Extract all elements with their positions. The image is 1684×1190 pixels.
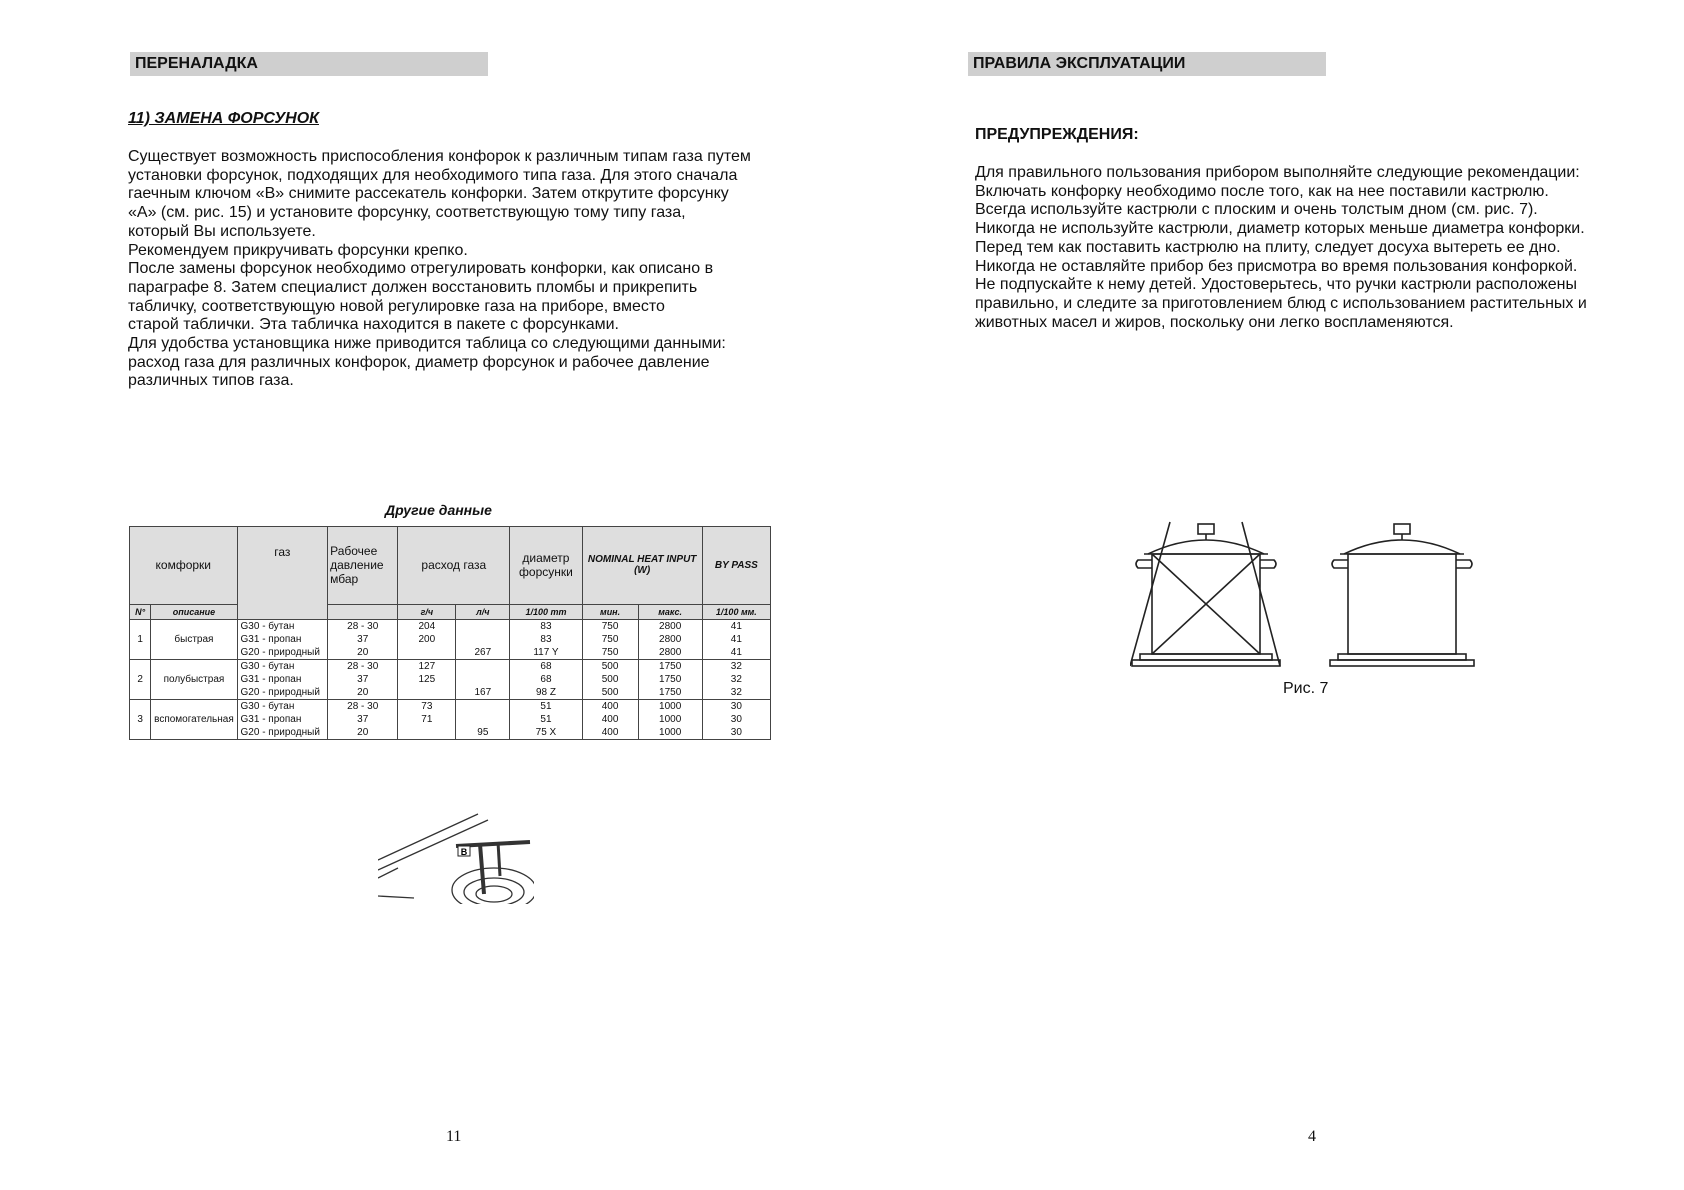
- cell-gh: 73: [398, 700, 456, 714]
- burner-wrench-illustration: [378, 812, 534, 904]
- text-line: Перед тем как поставить кастрюлю на плиту, следует досуха вытереть ее дно.: [975, 238, 1561, 256]
- cell-diameter: 83: [510, 633, 582, 646]
- header-bypass: BY PASS: [702, 527, 770, 605]
- cell-gh: 127: [398, 660, 456, 674]
- text-line: правильно, и следите за приготовлением блюд с использованием растительных и: [975, 294, 1587, 312]
- cell-lh: [456, 633, 510, 646]
- cell-pressure: 28 - 30: [328, 660, 398, 674]
- cell-lh: 267: [456, 646, 510, 660]
- text-line: расход газа для различных конфорок, диаметр форсунок и рабочее давление: [128, 353, 710, 371]
- cell-min: 500: [582, 686, 638, 700]
- text-line: параграфе 8. Затем специалист должен восстановить пломбы и прикрепить: [128, 278, 698, 296]
- cell-lh: 167: [456, 686, 510, 700]
- cell-max: 1000: [638, 700, 702, 714]
- cell-min: 750: [582, 646, 638, 660]
- cell-lh: [456, 660, 510, 674]
- subheader-num: N°: [130, 604, 151, 620]
- cell-diameter: 68: [510, 660, 582, 674]
- cell-max: 1750: [638, 660, 702, 674]
- cell-gh: [398, 686, 456, 700]
- header-nominal-heat-input: NOMINAL HEAT INPUT (W): [582, 527, 702, 605]
- subheader-bypass-unit: 1/100 мм.: [702, 604, 770, 620]
- section-title-right: ПРАВИЛА ЭКСПЛУАТАЦИИ: [968, 52, 1326, 76]
- cell-pressure: 20: [328, 726, 398, 740]
- cell-bypass: 41: [702, 633, 770, 646]
- table-row: [130, 660, 771, 674]
- text-line: После замены форсунок необходимо отрегулировать конфорки, как описано в: [128, 260, 714, 278]
- cell-pressure: 20: [328, 646, 398, 660]
- cell-gas: G31 - пропан: [237, 713, 328, 726]
- cell-bypass: 41: [702, 620, 770, 634]
- cell-gas: G30 - бутан: [237, 700, 328, 714]
- text-line: Для удобства установщика ниже приводится таблица со следующими данными:: [128, 335, 726, 353]
- page-number-left: 11: [446, 1128, 462, 1145]
- cell-min: 400: [582, 726, 638, 740]
- text-line: Не подпускайте к нему детей. Удостоверьтесь, что ручки кастрюли расположены: [975, 276, 1577, 294]
- cell-pressure: 37: [328, 673, 398, 686]
- cell-lh: [456, 673, 510, 686]
- cell-max: 1750: [638, 673, 702, 686]
- burner-number: 3: [130, 700, 151, 740]
- cell-lh: [456, 700, 510, 714]
- cell-gas: G20 - природный: [237, 726, 328, 740]
- cell-diameter: 68: [510, 673, 582, 686]
- text-line: Никогда не используйте кастрюли, диаметр которых меньше диаметра конфорки.: [975, 220, 1585, 238]
- text-line: гаечным ключом «B» снимите рассекатель конфорки. Затем открутите форсунку: [128, 185, 729, 203]
- cell-pressure: 20: [328, 686, 398, 700]
- cell-min: 400: [582, 700, 638, 714]
- table-caption: Другие данные: [385, 502, 492, 518]
- cell-bypass: 32: [702, 686, 770, 700]
- cell-bypass: 32: [702, 673, 770, 686]
- cell-gas: G20 - природный: [237, 646, 328, 660]
- cell-diameter: 98 Z: [510, 686, 582, 700]
- table-row: [130, 620, 771, 634]
- cell-max: 1750: [638, 686, 702, 700]
- wrench-label: B: [460, 847, 468, 857]
- cell-lh: [456, 713, 510, 726]
- nozzle-instructions-text: [128, 148, 808, 391]
- text-line: Рекомендуем прикручивать форсунки крепко.: [128, 241, 468, 259]
- table-row: [130, 700, 771, 714]
- text-line: различных типов газа.: [128, 372, 294, 390]
- cell-diameter: 83: [510, 620, 582, 634]
- header-burners: комфорки: [130, 527, 238, 605]
- table-subheader-row: [130, 604, 771, 620]
- cell-diameter: 117 Y: [510, 646, 582, 660]
- wrong-pot-illustration: [1130, 518, 1326, 668]
- cell-gh: 204: [398, 620, 456, 634]
- cell-gh: 200: [398, 633, 456, 646]
- text-line: табличку, соответствующую новой регулировке газа на приборе, вместо: [128, 297, 665, 315]
- burner-description: полубыстрая: [151, 660, 237, 700]
- cell-min: 750: [582, 620, 638, 634]
- cell-gh: [398, 646, 456, 660]
- section-title-left: ПЕРЕНАЛАДКА: [130, 52, 488, 76]
- subheader-max: макс.: [638, 604, 702, 620]
- header-consumption: расход газа: [398, 527, 510, 605]
- text-line: установки форсунок, подходящих для необходимого типа газа. Для этого сначала: [128, 166, 738, 184]
- cell-max: 2800: [638, 620, 702, 634]
- cell-gh: 125: [398, 673, 456, 686]
- cell-min: 500: [582, 673, 638, 686]
- cell-gh: 71: [398, 713, 456, 726]
- correct-pot-sketch: [1330, 524, 1474, 666]
- cell-diameter: 51: [510, 713, 582, 726]
- cell-min: 400: [582, 713, 638, 726]
- cell-bypass: 32: [702, 660, 770, 674]
- header-pressure: Рабочее давление мбар: [328, 527, 398, 605]
- crossed-pot-sketch: [1130, 522, 1280, 666]
- cell-diameter: 51: [510, 700, 582, 714]
- page-number-right: 4: [1308, 1128, 1316, 1145]
- figure-caption: Рис. 7: [1283, 680, 1329, 697]
- warnings-title: ПРЕДУПРЕЖДЕНИЯ:: [975, 126, 1139, 143]
- cell-bypass: 41: [702, 646, 770, 660]
- cell-bypass: 30: [702, 726, 770, 740]
- text-line: Никогда не оставляйте прибор без присмотра во время пользования конфоркой.: [975, 257, 1578, 275]
- subheader-desc: описание: [151, 604, 237, 620]
- cell-lh: 95: [456, 726, 510, 740]
- text-line: животных масел и жиров, поскольку они легко воспламеняются.: [975, 313, 1454, 331]
- cell-gas: G30 - бутан: [237, 660, 328, 674]
- burner-description: быстрая: [151, 620, 237, 660]
- text-line: «A» (см. рис. 15) и установите форсунку, соответствующую тому типу газа,: [128, 204, 686, 222]
- cell-max: 1000: [638, 726, 702, 740]
- burner-number: 2: [130, 660, 151, 700]
- header-gas: газ: [237, 527, 328, 620]
- cell-min: 750: [582, 633, 638, 646]
- burner-number: 1: [130, 620, 151, 660]
- cell-max: 1000: [638, 713, 702, 726]
- gas-data-table: [129, 526, 771, 740]
- subheading-nozzle-replacement: 11) ЗАМЕНА ФОРСУНОК: [128, 110, 319, 127]
- cell-max: 2800: [638, 646, 702, 660]
- cell-gas: G31 - пропан: [237, 633, 328, 646]
- cell-pressure: 37: [328, 713, 398, 726]
- cell-gas: G20 - природный: [237, 686, 328, 700]
- burner-sketch: [378, 814, 534, 904]
- cell-bypass: 30: [702, 713, 770, 726]
- subheader-lh: л/ч: [456, 604, 510, 620]
- text-line: Существует возможность приспособления конфорок к различным типам газа путем: [128, 148, 751, 165]
- text-line: который Вы используете.: [128, 222, 316, 240]
- text-line: Всегда используйте кастрюли с плоским и очень толстым дном (см. рис. 7).: [975, 201, 1538, 219]
- subheader-diameter-unit: 1/100 mm: [510, 604, 582, 620]
- subheader-gh: г/ч: [398, 604, 456, 620]
- subheader-pressure-blank: [328, 604, 398, 620]
- cell-pressure: 37: [328, 633, 398, 646]
- header-diameter: диаметр форсунки: [510, 527, 582, 605]
- cell-bypass: 30: [702, 700, 770, 714]
- table-header-row: [130, 527, 771, 605]
- right-page: [842, 0, 1684, 1190]
- cell-gas: G30 - бутан: [237, 620, 328, 634]
- text-line: Включать конфорку необходимо после того, как на нее поставили кастрюлю.: [975, 182, 1549, 200]
- cell-diameter: 75 X: [510, 726, 582, 740]
- text-line: Для правильного пользования прибором выполняйте следующие рекомендации:: [975, 164, 1580, 181]
- cell-min: 500: [582, 660, 638, 674]
- cell-pressure: 28 - 30: [328, 700, 398, 714]
- cell-gas: G31 - пропан: [237, 673, 328, 686]
- text-line: старой таблички. Эта табличка находится в пакете с форсунками.: [128, 316, 619, 334]
- cell-gh: [398, 726, 456, 740]
- cell-pressure: 28 - 30: [328, 620, 398, 634]
- burner-description: вспомогательная: [151, 700, 237, 740]
- correct-pot-illustration: [1326, 518, 1482, 668]
- cell-max: 2800: [638, 633, 702, 646]
- subheader-min: мин.: [582, 604, 638, 620]
- warnings-text: [975, 164, 1655, 332]
- cell-lh: [456, 620, 510, 634]
